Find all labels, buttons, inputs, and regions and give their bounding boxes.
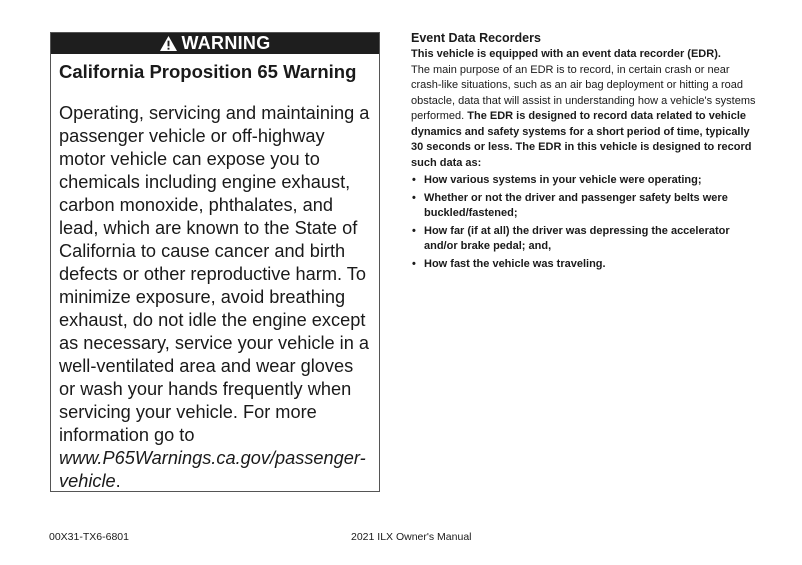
edr-paragraph — [411, 63, 761, 172]
list-item: • How far (if at all) the driver was depressing the accelerator and/or brake pedal; and, — [411, 224, 761, 255]
edr-intro: This vehicle is equipped with an event data recorder (EDR). — [411, 48, 721, 60]
footer-code: 00X31-TX6-6801 — [49, 531, 129, 543]
warning-period: . — [115, 471, 121, 491]
warning-body — [59, 102, 373, 493]
list-item: • Whether or not the driver and passenger safety belts were buckled/fastened; — [411, 191, 761, 222]
edr-bullet-list — [411, 173, 761, 272]
warning-triangle-icon — [159, 35, 178, 52]
list-item: • How various systems in your vehicle were operating; — [411, 173, 761, 189]
edr-heading: Event Data Recorders — [411, 31, 541, 45]
edr-section — [411, 30, 761, 272]
list-item: • How fast the vehicle was traveling. — [411, 257, 761, 273]
warning-subtitle: California Proposition 65 Warning — [59, 61, 357, 82]
p65-link[interactable]: www.P65Warnings.ca.gov/passenger-vehicle — [59, 448, 366, 491]
warning-body-text: Operating, servicing and maintaining a passenger vehicle or off-highway motor vehicle can expose you to chemicals including engine exhaust, carbon monoxide, phthalates, and lead, which are known to the State of California to cause cancer and birth defects or other reproductive harm. To minimize exposure, avoid breathing exhaust, do not idle the engine except as necessary, service your vehicle in a well-ventilated area and wear gloves or wash your hands frequently when servicing your vehicle. For more information go to — [59, 103, 370, 445]
warning-banner — [51, 33, 379, 54]
edr-designed: The EDR is designed to record data related to vehicle dynamics and safety systems for a short period of time, typically 30 seconds or less. The EDR in this vehicle is designed to record such data as: — [411, 110, 752, 169]
warning-banner-label: WARNING — [181, 33, 271, 53]
edr-purpose: The main purpose of an EDR is to record, in certain crash or near crash-like situations, such as an air bag deployment or hitting a road obstacle, data that will assist in understanding how a vehicle's systems performed. — [411, 63, 756, 122]
footer-title: 2021 ILX Owner's Manual — [351, 531, 472, 543]
prop65-warning-box — [50, 32, 380, 492]
